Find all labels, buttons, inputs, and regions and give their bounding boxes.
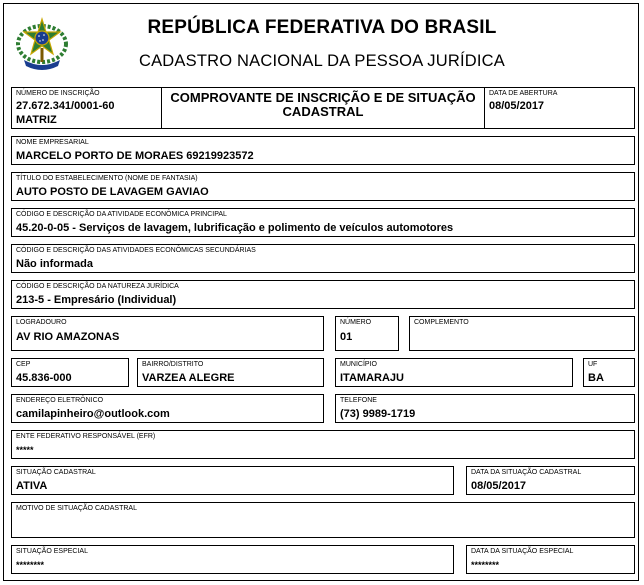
fantasia-value: AUTO POSTO DE LAVAGEM GAVIAO (16, 186, 209, 198)
data-situacao-box (466, 466, 635, 495)
numero-label: NÚMERO (340, 319, 372, 326)
situacao-label: SITUAÇÃO CADASTRAL (16, 469, 96, 476)
abertura-value: 08/05/2017 (489, 100, 545, 112)
page-title: REPÚBLICA FEDERATIVA DO BRASIL (147, 17, 497, 38)
efr-value: ***** (16, 445, 34, 455)
atividade-principal-value: 45.20-0-05 - Serviços de lavagem, lubrificação e polimento de veículos automotores (16, 222, 454, 234)
situacao-box (11, 466, 454, 495)
fantasia-box (11, 172, 635, 201)
comprovante-line2: CADASTRAL (282, 104, 364, 119)
email-value: camilapinheiro@outlook.com (16, 408, 170, 420)
uf-label: UF (588, 361, 598, 368)
numero-box (335, 316, 399, 351)
telefone-box (335, 394, 635, 423)
comprovante-title (162, 91, 484, 119)
atividades-secundarias-value: Não informada (16, 258, 94, 270)
atividades-secundarias-box (11, 244, 635, 273)
complemento-label: COMPLEMENTO (414, 319, 469, 326)
nome-empresarial-value: MARCELO PORTO DE MORAES 69219923572 (16, 150, 254, 162)
uf-box (583, 358, 635, 387)
data-situacao-label: DATA DA SITUAÇÃO CADASTRAL (471, 469, 582, 476)
uf-value: BA (588, 372, 604, 384)
telefone-label: TELEFONE (340, 397, 377, 404)
nome-empresarial-box (11, 136, 635, 165)
telefone-value: (73) 9989-1719 (340, 408, 416, 420)
inscricao-box (11, 87, 162, 129)
situacao-especial-label: SITUAÇÃO ESPECIAL (16, 548, 88, 555)
atividades-secundarias-label: CÓDIGO E DESCRIÇÃO DAS ATIVIDADES ECONÔMICAS SECUNDÁRIAS (16, 247, 256, 254)
cep-value: 45.836-000 (16, 372, 72, 384)
logradouro-value: AV RIO AMAZONAS (16, 331, 120, 343)
comprovante-box (161, 87, 485, 129)
municipio-label: MUNICÍPIO (340, 361, 377, 368)
natureza-juridica-label: CÓDIGO E DESCRIÇÃO DA NATUREZA JURÍDICA (16, 283, 179, 290)
nome-empresarial-label: NOME EMPRESARIAL (16, 139, 89, 146)
logradouro-box (11, 316, 324, 351)
cep-box (11, 358, 129, 387)
fantasia-label: TÍTULO DO ESTABELECIMENTO (NOME DE FANTASIA) (16, 175, 198, 182)
data-situacao-value: 08/05/2017 (471, 480, 527, 492)
motivo-box (11, 502, 635, 538)
atividade-principal-label: CÓDIGO E DESCRIÇÃO DA ATIVIDADE ECONÔMICA PRINCIPAL (16, 211, 227, 218)
data-situacao-especial-label: DATA DA SITUAÇÃO ESPECIAL (471, 548, 574, 555)
email-label: ENDEREÇO ELETRÔNICO (16, 397, 104, 404)
logradouro-label: LOGRADOURO (16, 319, 67, 326)
inscricao-tipo: MATRIZ (16, 114, 57, 126)
natureza-juridica-box (11, 280, 635, 309)
efr-box (11, 430, 635, 459)
natureza-juridica-value: 213-5 - Empresário (Individual) (16, 294, 177, 306)
numero-value: 01 (340, 331, 353, 343)
abertura-box (484, 87, 635, 129)
efr-label: ENTE FEDERATIVO RESPONSÁVEL (EFR) (16, 433, 156, 440)
data-situacao-especial-value: ******** (471, 560, 500, 570)
abertura-label: DATA DE ABERTURA (489, 90, 558, 97)
motivo-label: MOTIVO DE SITUAÇÃO CADASTRAL (16, 505, 137, 512)
bairro-box (137, 358, 324, 387)
municipio-value: ITAMARAJU (340, 372, 404, 384)
inscricao-label: NÚMERO DE INSCRIÇÃO (16, 90, 100, 97)
situacao-especial-box (11, 545, 454, 574)
inscricao-value: 27.672.341/0001-60 (16, 100, 115, 112)
page-subtitle: CADASTRO NACIONAL DA PESSOA JURÍDICA (138, 52, 505, 70)
bairro-value: VARZEA ALEGRE (142, 372, 235, 384)
complemento-box (409, 316, 635, 351)
bairro-label: BAIRRO/DISTRITO (142, 361, 204, 368)
data-situacao-especial-box (466, 545, 635, 574)
situacao-value: ATIVA (16, 480, 48, 492)
situacao-especial-value: ******** (16, 560, 45, 570)
atividade-principal-box (11, 208, 635, 237)
municipio-box (335, 358, 573, 387)
email-box (11, 394, 324, 423)
comprovante-line1: COMPROVANTE DE INSCRIÇÃO E DE SITUAÇÃO (170, 90, 476, 105)
cep-label: CEP (16, 361, 31, 368)
